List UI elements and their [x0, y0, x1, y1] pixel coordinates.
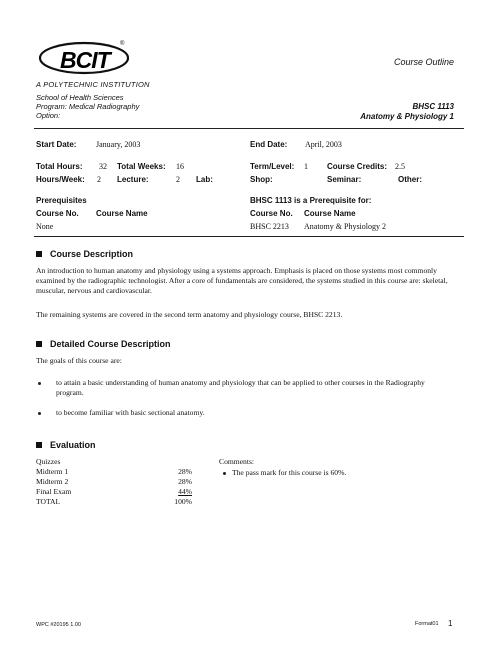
course-description-title: Course Description [50, 249, 134, 259]
evaluation-row [36, 457, 196, 467]
comment-text: The pass mark for this course is 60%. [232, 468, 347, 477]
goal-item-2: to become familiar with basic sectional anatomy. [56, 408, 205, 417]
program-name: Program: Medical Radiography [36, 102, 140, 111]
logo-trademark: ® [120, 41, 125, 47]
evaluation-row [36, 467, 196, 477]
evaluation-heading [36, 440, 96, 450]
evaluation-row [36, 477, 196, 487]
prerequisites-section [0, 0, 500, 240]
evaluation-label: Quizzes [36, 457, 61, 466]
evaluation-label: Final Exam [36, 487, 72, 496]
prereq-divider [34, 236, 464, 237]
evaluation-row [36, 497, 196, 507]
lecture-label: Lecture: [117, 175, 149, 184]
lecture-value: 2 [176, 175, 180, 184]
total-hours-label: Total Hours: [36, 162, 83, 171]
detailed-description-heading [36, 339, 171, 349]
total-weeks-value: 16 [176, 162, 184, 171]
footer-format: Format01 [415, 621, 439, 627]
comments-label: Comments: [219, 457, 255, 466]
total-weeks-label: Total Weeks: [117, 162, 166, 171]
evaluation-label: Midterm 1 [36, 467, 69, 476]
total-hours-value: 32 [99, 162, 107, 171]
is-prereq-course-no: BHSC 2213 [250, 222, 289, 231]
term-level-value: 1 [304, 162, 308, 171]
prereq-col-course-name: Course Name [96, 209, 148, 218]
hours-week-label: Hours/Week: [36, 175, 85, 184]
logo-text: BCIT [60, 47, 110, 73]
other-label: Other: [398, 175, 422, 184]
section-square-icon [36, 251, 42, 257]
term-level-label: Term/Level: [250, 162, 295, 171]
bullet-icon [223, 472, 226, 475]
shop-label: Shop: [250, 175, 273, 184]
evaluation-row [36, 487, 196, 497]
detailed-description-title: Detailed Course Description [50, 339, 171, 349]
start-date-label: Start Date: [36, 140, 77, 149]
prereq-col-course-no: Course No. [36, 209, 79, 218]
evaluation-value: 44% [178, 487, 192, 496]
section-square-icon [36, 341, 42, 347]
course-title: Anatomy & Physiology 1 [360, 112, 454, 121]
course-code: BHSC 1113 [412, 102, 454, 111]
course-credits-label: Course Credits: [327, 162, 388, 171]
institution-tagline: A POLYTECHNIC INSTITUTION [36, 80, 150, 89]
prerequisites-title: Prerequisites [36, 196, 87, 205]
course-credits-value: 2.5 [395, 162, 405, 171]
page-number: 1 [448, 619, 453, 628]
is-prereq-col-course-name: Course Name [304, 209, 356, 218]
evaluation-title: Evaluation [50, 440, 96, 450]
course-description-para2: The remaining systems are covered in the second term anatomy and physiology course, BHSC 2213. [36, 310, 343, 319]
evaluation-label: TOTAL [36, 497, 61, 506]
end-date-value: April, 2003 [305, 140, 342, 149]
evaluation-value: 100% [174, 497, 192, 506]
section-square-icon [36, 442, 42, 448]
evaluation-value: 28% [178, 467, 192, 476]
bullet-icon [38, 412, 41, 415]
is-prereq-col-course-no: Course No. [250, 209, 293, 218]
course-description-para1: An introduction to human anatomy and physiology using a systems approach. Emphasis is placed on those systems most commonly examined by the radiographic technologist. After a core of fundamentals are considered, the systems studied in this course are: skeletal, muscular, nervous and cardiovascular. [36, 266, 448, 295]
lab-label: Lab: [196, 175, 213, 184]
prereq-value: None [36, 222, 54, 231]
evaluation-label: Midterm 2 [36, 477, 69, 486]
bullet-icon [38, 382, 41, 385]
is-prereq-course-name: Anatomy & Physiology 2 [304, 222, 387, 231]
school-name: School of Health Sciences [36, 93, 124, 102]
footer-document-id: WPC #20195 1.00 [36, 622, 81, 628]
goal-item-1: to attain a basic understanding of human anatomy and physiology that can be applied to other courses in the Radiography program. [56, 378, 425, 397]
goals-intro: The goals of this course are: [36, 356, 122, 365]
option-label: Option: [36, 111, 61, 120]
hours-week-value: 2 [97, 175, 101, 184]
end-date-label: End Date: [250, 140, 288, 149]
seminar-label: Seminar: [327, 175, 362, 184]
start-date-value: January, 2003 [96, 140, 141, 149]
is-prereq-title: BHSC 1113 is a Prerequisite for: [250, 196, 372, 205]
evaluation-table [36, 457, 196, 507]
document-type: Course Outline [393, 57, 454, 67]
evaluation-value: 28% [178, 477, 192, 486]
course-description-heading [36, 249, 133, 259]
